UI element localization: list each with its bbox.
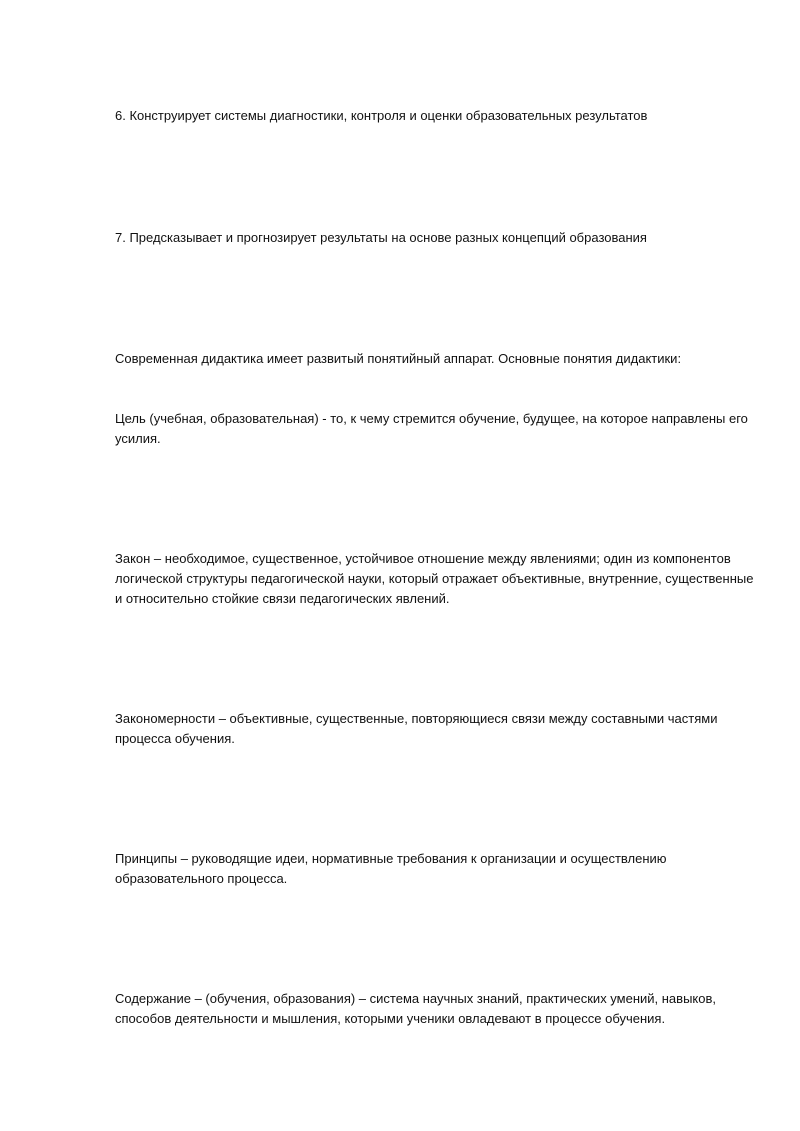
- paragraph-item-7: 7. Предсказывает и прогнозирует результаты на основе разных концепций образования: [115, 230, 647, 245]
- paragraph-item-6: 6. Конструирует системы диагностики, контроля и оценки образовательных результатов: [115, 108, 648, 123]
- paragraph-definition-content: Содержание – (обучения, образования) – система научных знаний, практических умений, навыков, способов деятельности и мышления, которыми ученики овладевают в процессе обучения.: [115, 991, 716, 1026]
- paragraph-didactics-intro: Современная дидактика имеет развитый понятийный аппарат. Основные понятия дидактики:: [115, 351, 682, 366]
- paragraph-definition-regularities: Закономерности – объективные, существенные, повторяющиеся связи между составными частями процесса обучения.: [115, 711, 718, 746]
- paragraph-definition-law: Закон – необходимое, существенное, устойчивое отношение между явлениями; один из компонентов логической структуры педагогической науки, который отражает объективные, внутренние, существенные и относительно стойкие связи педагогических явлений.: [115, 551, 754, 606]
- paragraph-definition-principles: Принципы – руководящие идеи, нормативные требования к организации и осуществлению образовательного процесса.: [115, 851, 667, 886]
- paragraph-definition-goal: Цель (учебная, образовательная) - то, к чему стремится обучение, будущее, на которое направлены его усилия.: [115, 411, 748, 446]
